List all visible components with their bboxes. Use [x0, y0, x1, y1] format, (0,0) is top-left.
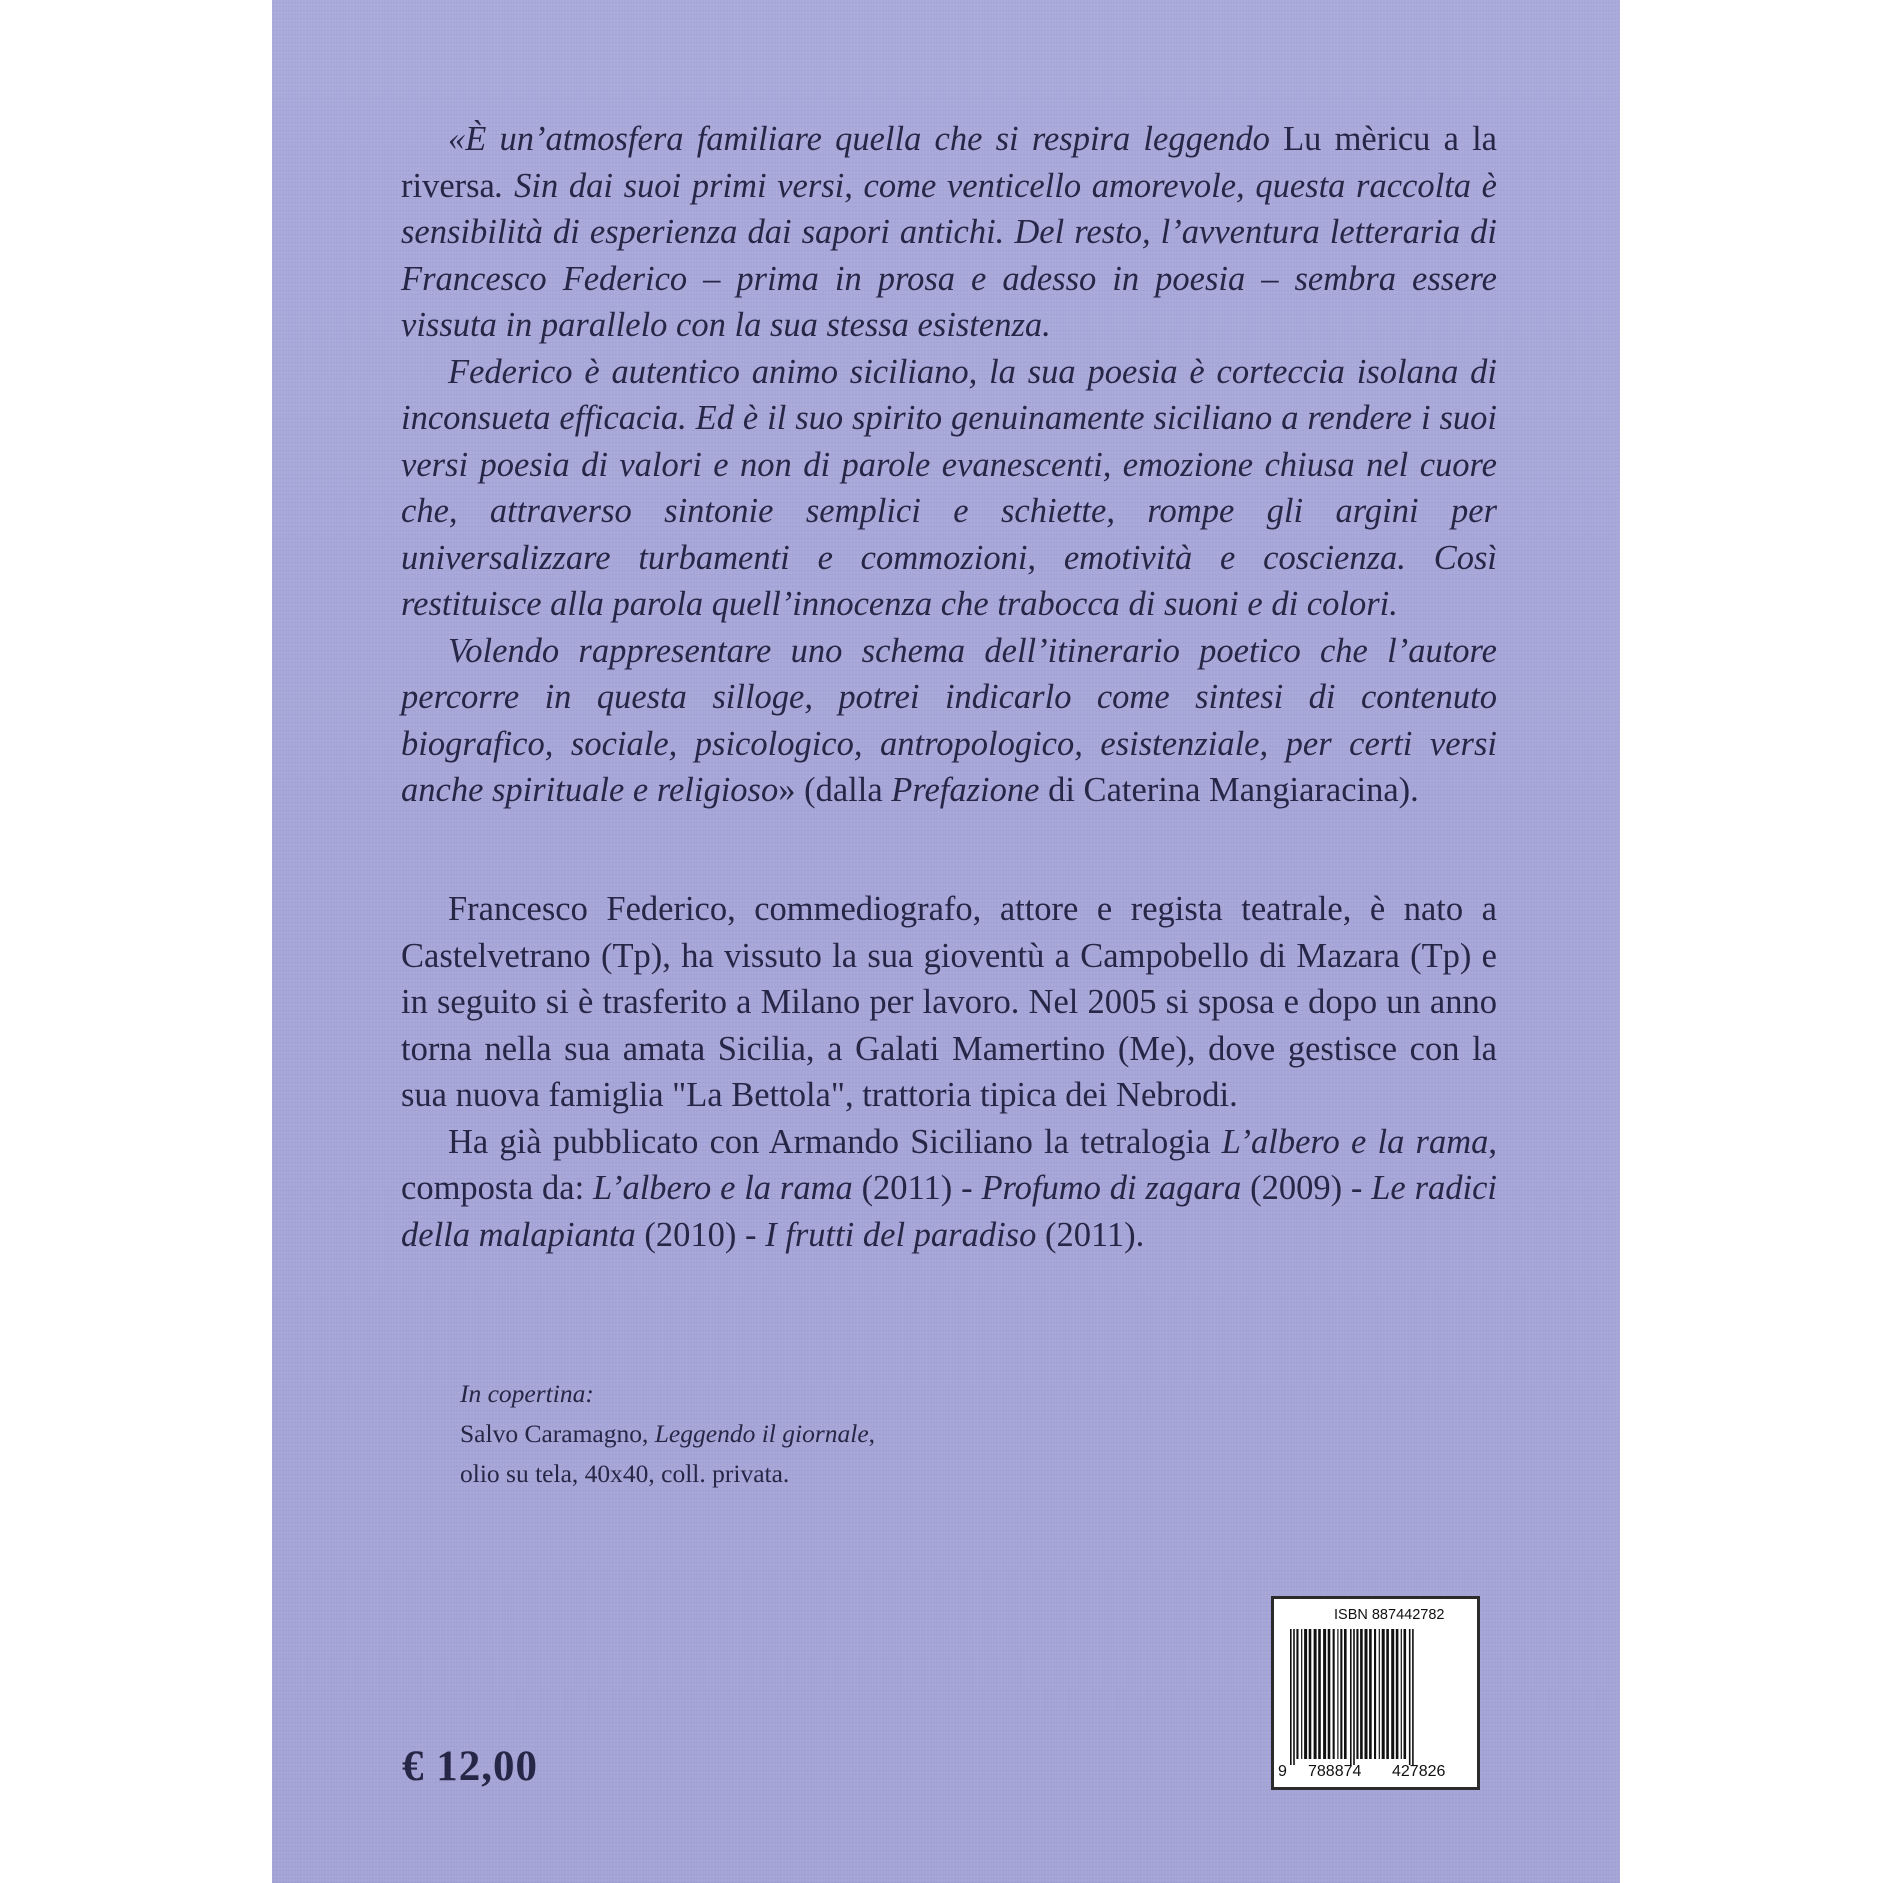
roman-run: (2010) - — [635, 1215, 766, 1254]
barcode-bar — [1374, 1629, 1376, 1759]
quote-paragraph-2: Federico è autentico animo siciliano, la sua poesia è corteccia isolana di inconsueta efficacia. Ed è il suo spirito genuinamente siciliano a rendere i suoi versi poesia di valori e non di parole evanescenti, emozione chiusa nel cuore che, attraverso sintonie semplici e schiette, rompe gli argini per universalizzare turbamenti e commozioni, emotività e coscienza. Così restituisce alla parola quell’innocenza che trabocca di suoni e di colori. — [401, 352, 1497, 623]
barcode-bar — [1386, 1629, 1389, 1759]
barcode-bar — [1314, 1629, 1317, 1759]
barcode-bar — [1290, 1629, 1292, 1765]
cover-credit — [460, 1374, 1060, 1494]
barcode-bar — [1323, 1629, 1326, 1759]
barcode-bar — [1350, 1629, 1352, 1765]
italic-run: . Sin dai suoi primi versi, come venticello amorevole, questa raccolta è sensibilità di esperienza dai sapori antichi. Del resto, l’avventura letteraria di Francesco Federico – prima in prosa e adesso in poesia – sembra essere vissuta in parallelo con la sua stessa esistenza. — [401, 166, 1497, 344]
barcode-bar — [1304, 1629, 1307, 1759]
barcode-bar — [1301, 1629, 1302, 1759]
roman-run: , composta da: — [401, 1122, 1497, 1207]
barcode-bars — [1286, 1629, 1466, 1769]
roman-run: (2009) - — [1241, 1169, 1372, 1207]
barcode-bar — [1328, 1629, 1331, 1759]
barcode-bar — [1318, 1629, 1321, 1759]
barcode-bar — [1404, 1629, 1407, 1759]
ean-first-digit: 9 — [1278, 1763, 1287, 1780]
artwork-title: Leggendo il giornale — [654, 1419, 869, 1448]
isbn-barcode — [1271, 1596, 1480, 1790]
barcode-bar — [1401, 1629, 1402, 1759]
roman-run: (2011). — [1036, 1215, 1145, 1254]
barcode-bar — [1296, 1629, 1298, 1759]
roman-run: di Caterina Mangiaracina). — [1039, 771, 1419, 809]
ean-left-group: 788874 — [1308, 1763, 1362, 1780]
isbn-label: ISBN 887442782 — [1334, 1607, 1445, 1623]
italic-run: L’albero e la rama — [1221, 1122, 1489, 1161]
barcode-bar — [1365, 1629, 1368, 1759]
roman-run: » (dalla — [778, 771, 892, 809]
barcode-bar — [1337, 1629, 1338, 1759]
roman-run: (2011) - — [852, 1169, 982, 1207]
ean-right-group: 427826 — [1392, 1763, 1446, 1780]
barcode-bar — [1382, 1629, 1385, 1759]
barcode-bar — [1344, 1629, 1347, 1759]
barcode-bar — [1340, 1629, 1342, 1759]
barcode-bar — [1369, 1629, 1372, 1759]
cover-credit-details: olio su tela, 40x40, coll. privata. — [460, 1459, 790, 1488]
cover-credit-artwork — [460, 1414, 1060, 1454]
barcode-bar — [1412, 1629, 1414, 1765]
barcode-bar — [1396, 1629, 1399, 1759]
bio-paragraph-1: Francesco Federico, commediografo, attore e regista teatrale, è nato a Castelvetrano (Tp), ha vissuto la sua gioventù a Campobello di Mazara (Tp) e in seguito si è trasferito a Milano per lavoro. Nel 2005 si sposa e dopo un anno torna nella sua amata Sicilia, a Galati Mamertino (Me), dove gestisce con la sua nuova famiglia "La Bettola", trattoria tipica dei Nebrodi. — [401, 890, 1497, 1114]
italic-run: «È un’atmosfera familiare quella che si respira leggendo — [448, 120, 1284, 158]
quote-paragraph-1 — [401, 116, 1497, 349]
price-label: € 12,00 — [402, 1743, 538, 1790]
roman-run: Lu mèricu a la riversa — [401, 120, 1497, 205]
italic-run: Profumo di zagara — [981, 1169, 1242, 1207]
preface-quote — [401, 116, 1497, 814]
author-bio — [401, 886, 1497, 1258]
barcode-bar — [1356, 1629, 1358, 1759]
roman-run: Ha già pubblicato con Armando Siciliano la tetralogia — [448, 1122, 1222, 1161]
quote-paragraph-3 — [401, 628, 1497, 814]
italic-run: Volendo rappresentare uno schema dell’itinerario poetico che l’autore percorre in questa silloge, potrei indicarlo come sintesi di contenuto biografico, sociale, psicologico, antropologico, esistenziale, per certi versi anche spirituale e religioso — [401, 631, 1497, 809]
italic-run: I frutti del paradiso — [765, 1215, 1037, 1254]
barcode-bar — [1409, 1629, 1411, 1765]
barcode-bar — [1333, 1629, 1335, 1759]
artist-name: Salvo Caramagno, — [460, 1419, 655, 1448]
barcode-bar — [1360, 1629, 1363, 1759]
barcode-bar — [1379, 1629, 1380, 1759]
italic-run: Le radici della malapianta — [401, 1169, 1497, 1254]
italic-run: Prefazione — [891, 771, 1040, 809]
cover-credit-heading: In copertina: — [460, 1379, 594, 1408]
bio-paragraph-2 — [401, 1119, 1497, 1259]
barcode-bar — [1293, 1629, 1295, 1765]
barcode-bar — [1309, 1629, 1312, 1759]
barcode-bar — [1353, 1629, 1355, 1765]
italic-run: L’albero e la rama — [593, 1169, 853, 1207]
barcode-bar — [1391, 1629, 1394, 1759]
artist-name-end: , — [868, 1419, 876, 1448]
